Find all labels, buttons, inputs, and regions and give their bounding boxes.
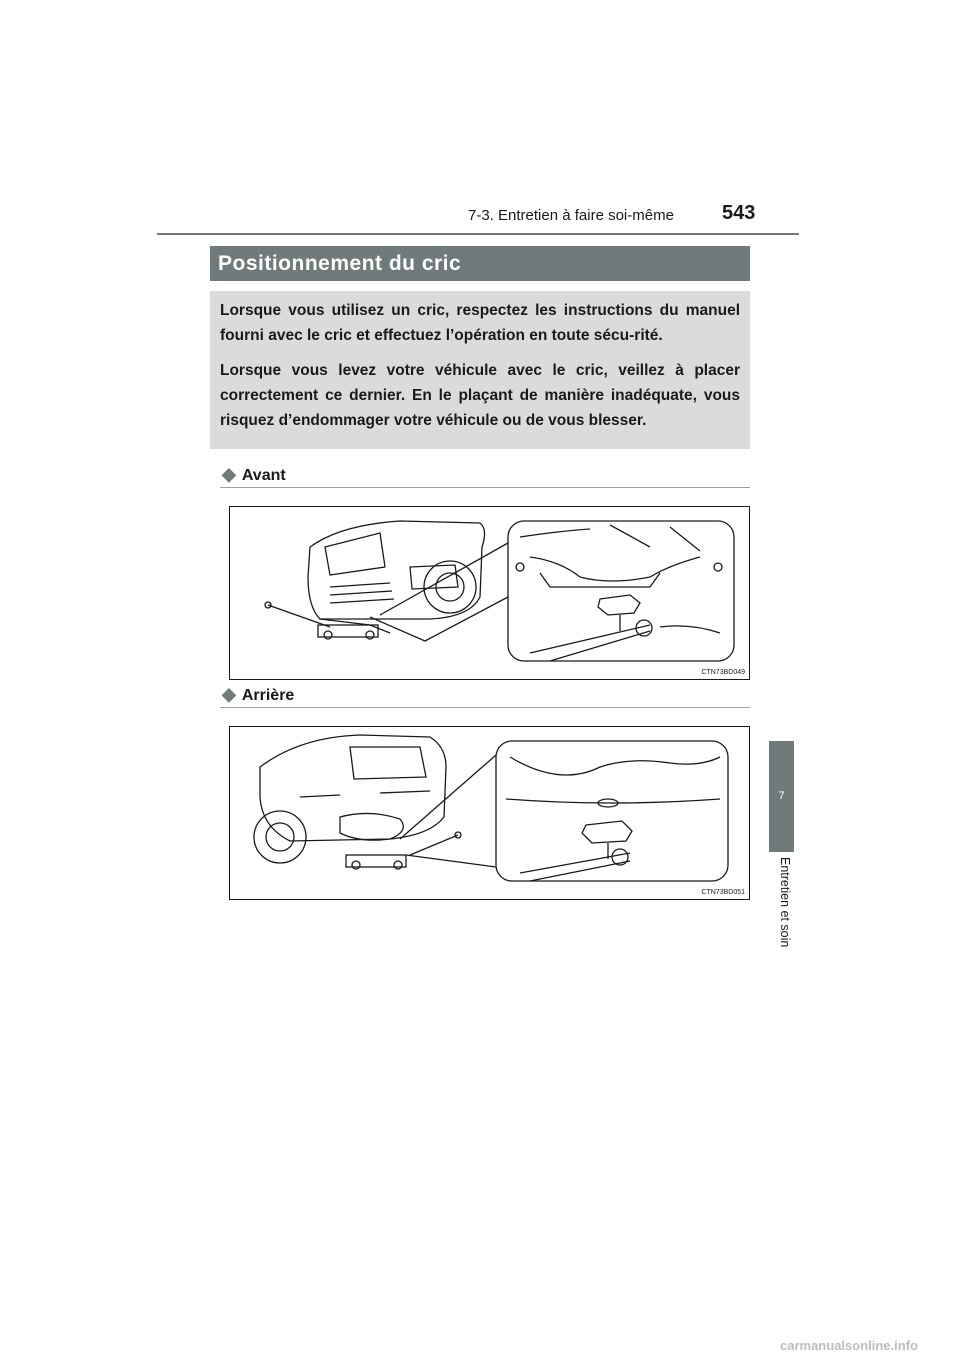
rear-rule <box>220 707 750 708</box>
front-figure-code: CTN73BD049 <box>701 669 745 676</box>
intro-paragraph-1: Lorsque vous utilisez un cric, respectez les instructions du manuel fourni avec le cric et effectuez l’opération en toute sécu-rité. <box>220 302 740 344</box>
rear-jack-figure <box>229 726 750 900</box>
front-heading-label: Avant <box>241 467 286 484</box>
rear-heading <box>222 684 294 705</box>
front-heading <box>222 464 286 485</box>
chapter-tab: 7 <box>769 741 794 852</box>
front-jack-illustration <box>230 507 749 679</box>
rear-heading-label: Arrière <box>241 687 295 704</box>
rear-figure-code: CTN73BD051 <box>701 889 745 896</box>
front-jack-figure <box>229 506 750 680</box>
chapter-label: Entretien et soin <box>778 857 792 948</box>
rear-jack-illustration <box>230 727 749 899</box>
watermark: carmanualsonline.info <box>780 1338 918 1353</box>
front-rule <box>220 487 750 488</box>
intro-box <box>210 291 750 449</box>
section-title: Positionnement du cric <box>210 246 750 281</box>
diamond-bullet-icon: ◆ <box>222 684 236 704</box>
diamond-bullet-icon: ◆ <box>222 464 236 484</box>
header-rule <box>157 233 799 235</box>
intro-paragraph-2: Lorsque vous levez votre véhicule avec le cric, veillez à placer correctement ce dernier. En le plaçant de manière inadéquate, vous risquez d’endommager votre véhicule ou de vous blesser. <box>220 362 740 429</box>
header-section: 7-3. Entretien à faire soi-même <box>468 207 674 224</box>
page-number: 543 <box>722 202 756 224</box>
